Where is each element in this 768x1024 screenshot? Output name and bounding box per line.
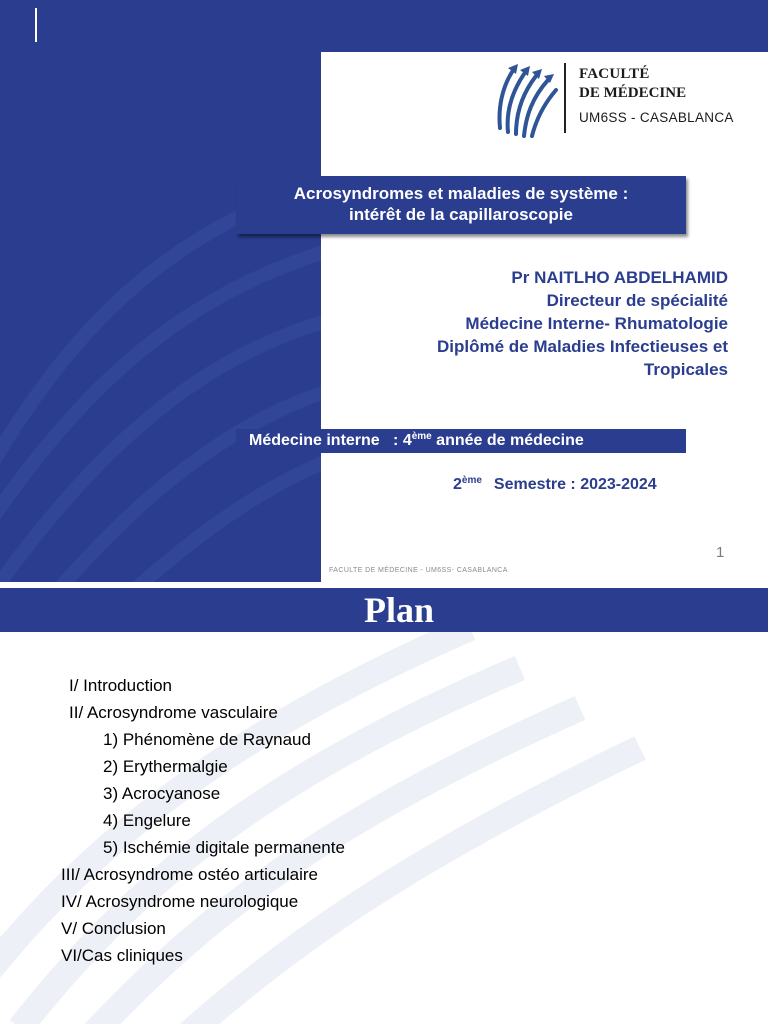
plan-item: 3) Acrocyanose xyxy=(103,784,221,803)
module-superscript: ème xyxy=(411,431,432,442)
module-label: Médecine interne : 4 xyxy=(249,432,412,449)
logo-text-line1: FACULTÉ xyxy=(579,66,650,82)
author-department: Médecine Interne- Rhumatologie xyxy=(465,314,728,333)
plan-item: 1) Phénomène de Raynaud xyxy=(103,730,311,749)
semester-text: Semestre : 2023-2024 xyxy=(493,476,657,493)
plan-item: IV/ Acrosyndrome neurologique xyxy=(61,892,299,911)
plan-item: 4) Engelure xyxy=(103,811,191,830)
faculty-logo xyxy=(494,58,734,142)
title-line1: Acrosyndromes et maladies de système : xyxy=(293,184,629,203)
author-name: Pr NAITLHO ABDELHAMID xyxy=(511,268,728,287)
author-role: Directeur de spécialité xyxy=(546,291,728,310)
plan-item: II/ Acrosyndrome vasculaire xyxy=(69,703,278,722)
plan-title: Plan xyxy=(363,590,434,630)
title-line2: intérêt de la capillaroscopie xyxy=(349,205,573,224)
plan-item: 5) Ischémie digitale permanente xyxy=(103,838,345,857)
author-diploma-line2: Tropicales xyxy=(643,360,728,379)
plan-slide xyxy=(0,588,768,1024)
logo-divider xyxy=(564,63,566,133)
accent-line xyxy=(35,8,37,42)
logo-text-line2: DE MÉDECINE xyxy=(579,85,687,101)
semester-superscript: ème xyxy=(461,475,482,486)
plan-item: V/ Conclusion xyxy=(61,919,166,938)
logo-text-line3: UM6SS - CASABLANCA xyxy=(579,110,734,125)
semester-line xyxy=(453,476,657,494)
module-rest: année de médecine xyxy=(431,432,584,449)
plan-item: 2) Erythermalgie xyxy=(103,757,228,776)
logo-arrows-icon xyxy=(494,58,560,142)
plan-item: VI/Cas cliniques xyxy=(61,946,183,965)
slide-number: 1 xyxy=(716,544,725,561)
plan-item: III/ Acrosyndrome ostéo articulaire xyxy=(61,865,319,884)
author-block xyxy=(437,266,728,381)
semester-number: 2 xyxy=(453,476,462,493)
author-diploma-line1: Diplômé de Maladies Infectieuses et xyxy=(437,337,728,356)
presentation-title xyxy=(236,176,686,234)
plan-item: I/ Introduction xyxy=(69,676,173,695)
module-banner xyxy=(236,429,686,453)
slide-footer: FACULTE DE MÉDECINE - UM6SS- CASABLANCA xyxy=(329,567,508,574)
